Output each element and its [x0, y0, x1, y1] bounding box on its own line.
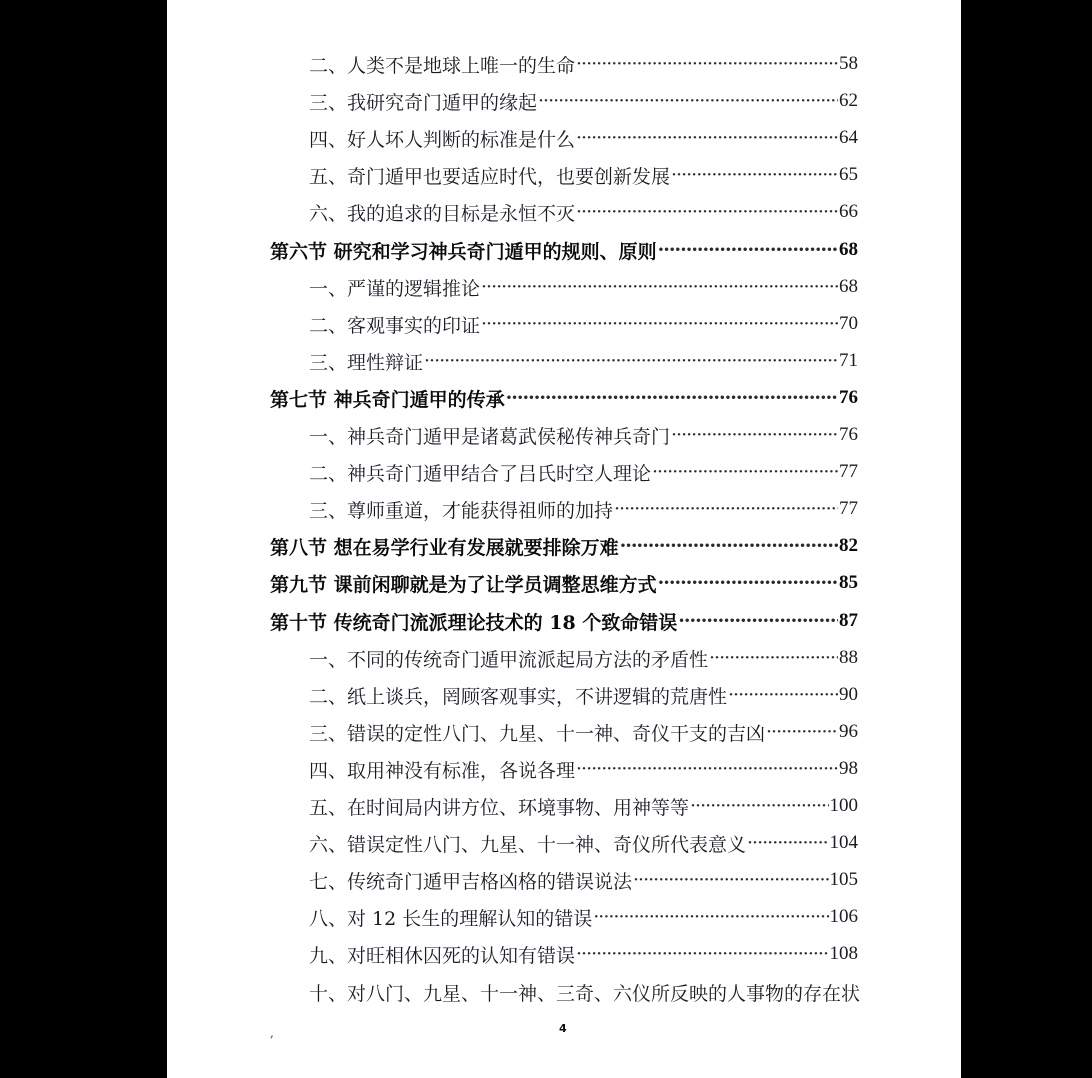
toc-subsection-entry: [167, 680, 858, 710]
toc-section-entry: [167, 568, 858, 598]
toc-entry-page: 65: [839, 164, 858, 185]
dot-leader: [576, 53, 838, 75]
toc-entry-title: 第七节 神兵奇门遁甲的传承: [270, 388, 505, 411]
toc-subsection-entry: [167, 717, 858, 747]
dot-leader: [690, 795, 828, 817]
dot-leader: [747, 832, 828, 854]
dot-leader: [576, 201, 838, 223]
dot-leader: [576, 127, 838, 149]
dot-leader: [538, 90, 838, 112]
toc-entry-page: 88: [839, 647, 858, 668]
toc-entry-page: 104: [829, 832, 858, 853]
toc-entry-title: 第八节 想在易学行业有发展就要排除万难: [270, 536, 619, 559]
dot-leader: [678, 610, 838, 632]
toc-entry-title: 七、传统奇门遁甲吉格凶格的错误说法: [309, 870, 633, 893]
dot-leader: [576, 758, 838, 780]
toc-subsection-entry: [167, 160, 858, 190]
toc-entry-title: 四、好人坏人判断的标准是什么: [309, 128, 576, 151]
toc-entry-title: 第六节 研究和学习神兵奇门遁甲的规则、原则: [270, 240, 657, 263]
toc-subsection-entry: [167, 420, 858, 450]
toc-subsection-entry: [167, 309, 858, 339]
dot-leader: [709, 647, 838, 669]
dot-leader: [506, 387, 838, 409]
dot-leader: [766, 721, 838, 743]
toc-subsection-entry: [167, 791, 858, 821]
dot-leader: [671, 164, 838, 186]
toc-section-entry: [167, 606, 858, 636]
toc-entry-page: 66: [839, 201, 858, 222]
toc-entry-title: 六、错误定性八门、九星、十一神、奇仪所代表意义: [309, 833, 747, 856]
toc-subsection-entry: [167, 754, 858, 784]
dot-leader: [620, 535, 838, 557]
toc-entry-page: 76: [839, 424, 858, 445]
page-number: 4: [559, 1022, 567, 1035]
dot-leader: [481, 313, 838, 335]
toc-entry-title: 二、纸上谈兵，罔顾客观事实，不讲逻辑的荒唐性: [309, 685, 728, 708]
toc-subsection-entry: [167, 49, 858, 79]
toc-entry-title: 九、对旺相休囚死的认知有错误: [309, 944, 576, 967]
toc-entry-page: 105: [829, 869, 858, 890]
toc-entry-page: 96: [839, 721, 858, 742]
toc-entry-page: 85: [839, 572, 858, 593]
toc-subsection-entry: [167, 123, 858, 153]
toc-entry-title: 第十节 传统奇门流派理论技术的 18 个致命错误: [270, 611, 678, 634]
toc-entry-title: 一、不同的传统奇门遁甲流派起局方法的矛盾性: [309, 648, 709, 671]
toc-entry-title: 二、神兵奇门遁甲结合了吕氏时空人理论: [309, 462, 652, 485]
dot-leader: [728, 684, 838, 706]
toc-entry-title: 一、严谨的逻辑推论: [309, 277, 481, 300]
toc-entry-page: 76: [839, 387, 858, 408]
dot-leader: [658, 572, 838, 594]
dot-leader: [633, 869, 828, 891]
toc-subsection-entry: [167, 197, 858, 227]
toc-entry-title: 五、奇门遁甲也要适应时代，也要创新发展: [309, 165, 671, 188]
toc-entry-title: 二、人类不是地球上唯一的生命: [309, 54, 576, 77]
toc-entry-title: 十、对八门、九星、十一神、三奇、六仪所反映的人事物的存在状: [309, 982, 861, 1005]
document-page: [167, 0, 961, 1078]
toc-entry-page: 77: [839, 498, 858, 519]
toc-entry-page: 77: [839, 461, 858, 482]
toc-entry-page: 68: [839, 276, 858, 297]
toc-section-entry: [167, 383, 858, 413]
dot-leader: [652, 461, 838, 483]
toc-entry-title: 第九节 课前闲聊就是为了让学员调整思维方式: [270, 573, 657, 596]
toc-entry-page: 90: [839, 684, 858, 705]
toc-entry-title: 三、错误的定性八门、九星、十一神、奇仪干支的吉凶: [309, 722, 766, 745]
toc-entry-title: 八、对 12 长生的理解认知的错误: [309, 907, 593, 930]
toc-subsection-entry: [167, 939, 858, 969]
toc-entry-title: 三、我研究奇门遁甲的缘起: [309, 91, 538, 114]
dot-leader: [593, 906, 828, 928]
dot-leader: [481, 276, 838, 298]
toc-entry-page: 100: [829, 795, 858, 816]
footer-mark: ,: [270, 1026, 274, 1040]
toc-section-entry: [167, 235, 858, 265]
toc-entry-page: 108: [829, 943, 858, 964]
table-of-contents: [167, 0, 961, 1078]
toc-subsection-entry: [167, 494, 858, 524]
dot-leader: [424, 350, 838, 372]
toc-entry-page: 62: [839, 90, 858, 111]
toc-subsection-entry: [167, 346, 858, 376]
dot-leader: [614, 498, 838, 520]
toc-entry-title: 六、我的追求的目标是永恒不灭: [309, 202, 576, 225]
toc-subsection-entry: [167, 86, 858, 116]
toc-entry-page: 98: [839, 758, 858, 779]
toc-entry-page: 70: [839, 313, 858, 334]
toc-entry-page: 64: [839, 127, 858, 148]
toc-entry-page: 106: [829, 906, 858, 927]
toc-subsection-entry: [167, 457, 858, 487]
toc-entry-page: 87: [839, 610, 858, 631]
toc-subsection-entry: [167, 865, 858, 895]
toc-entry-title: 三、理性辩证: [309, 351, 424, 374]
dot-leader: [576, 943, 828, 965]
toc-entry-title: 三、尊师重道，才能获得祖师的加持: [309, 499, 614, 522]
toc-entry-page: 71: [839, 350, 858, 371]
dot-leader: [671, 424, 838, 446]
toc-section-entry: [167, 531, 858, 561]
toc-entry-title: 一、神兵奇门遁甲是诸葛武侯秘传神兵奇门: [309, 425, 671, 448]
toc-entry-title: 二、客观事实的印证: [309, 314, 481, 337]
toc-subsection-entry: [167, 977, 860, 1007]
toc-subsection-entry: [167, 828, 858, 858]
toc-entry-title: 五、在时间局内讲方位、环境事物、用神等等: [309, 796, 690, 819]
toc-entry-page: 82: [839, 535, 858, 556]
toc-entry-title: 四、取用神没有标准，各说各理: [309, 759, 576, 782]
dot-leader: [658, 239, 838, 261]
toc-subsection-entry: [167, 902, 858, 932]
toc-entry-page: 58: [839, 53, 858, 74]
toc-subsection-entry: [167, 272, 858, 302]
toc-subsection-entry: [167, 643, 858, 673]
toc-entry-page: 68: [839, 239, 858, 260]
